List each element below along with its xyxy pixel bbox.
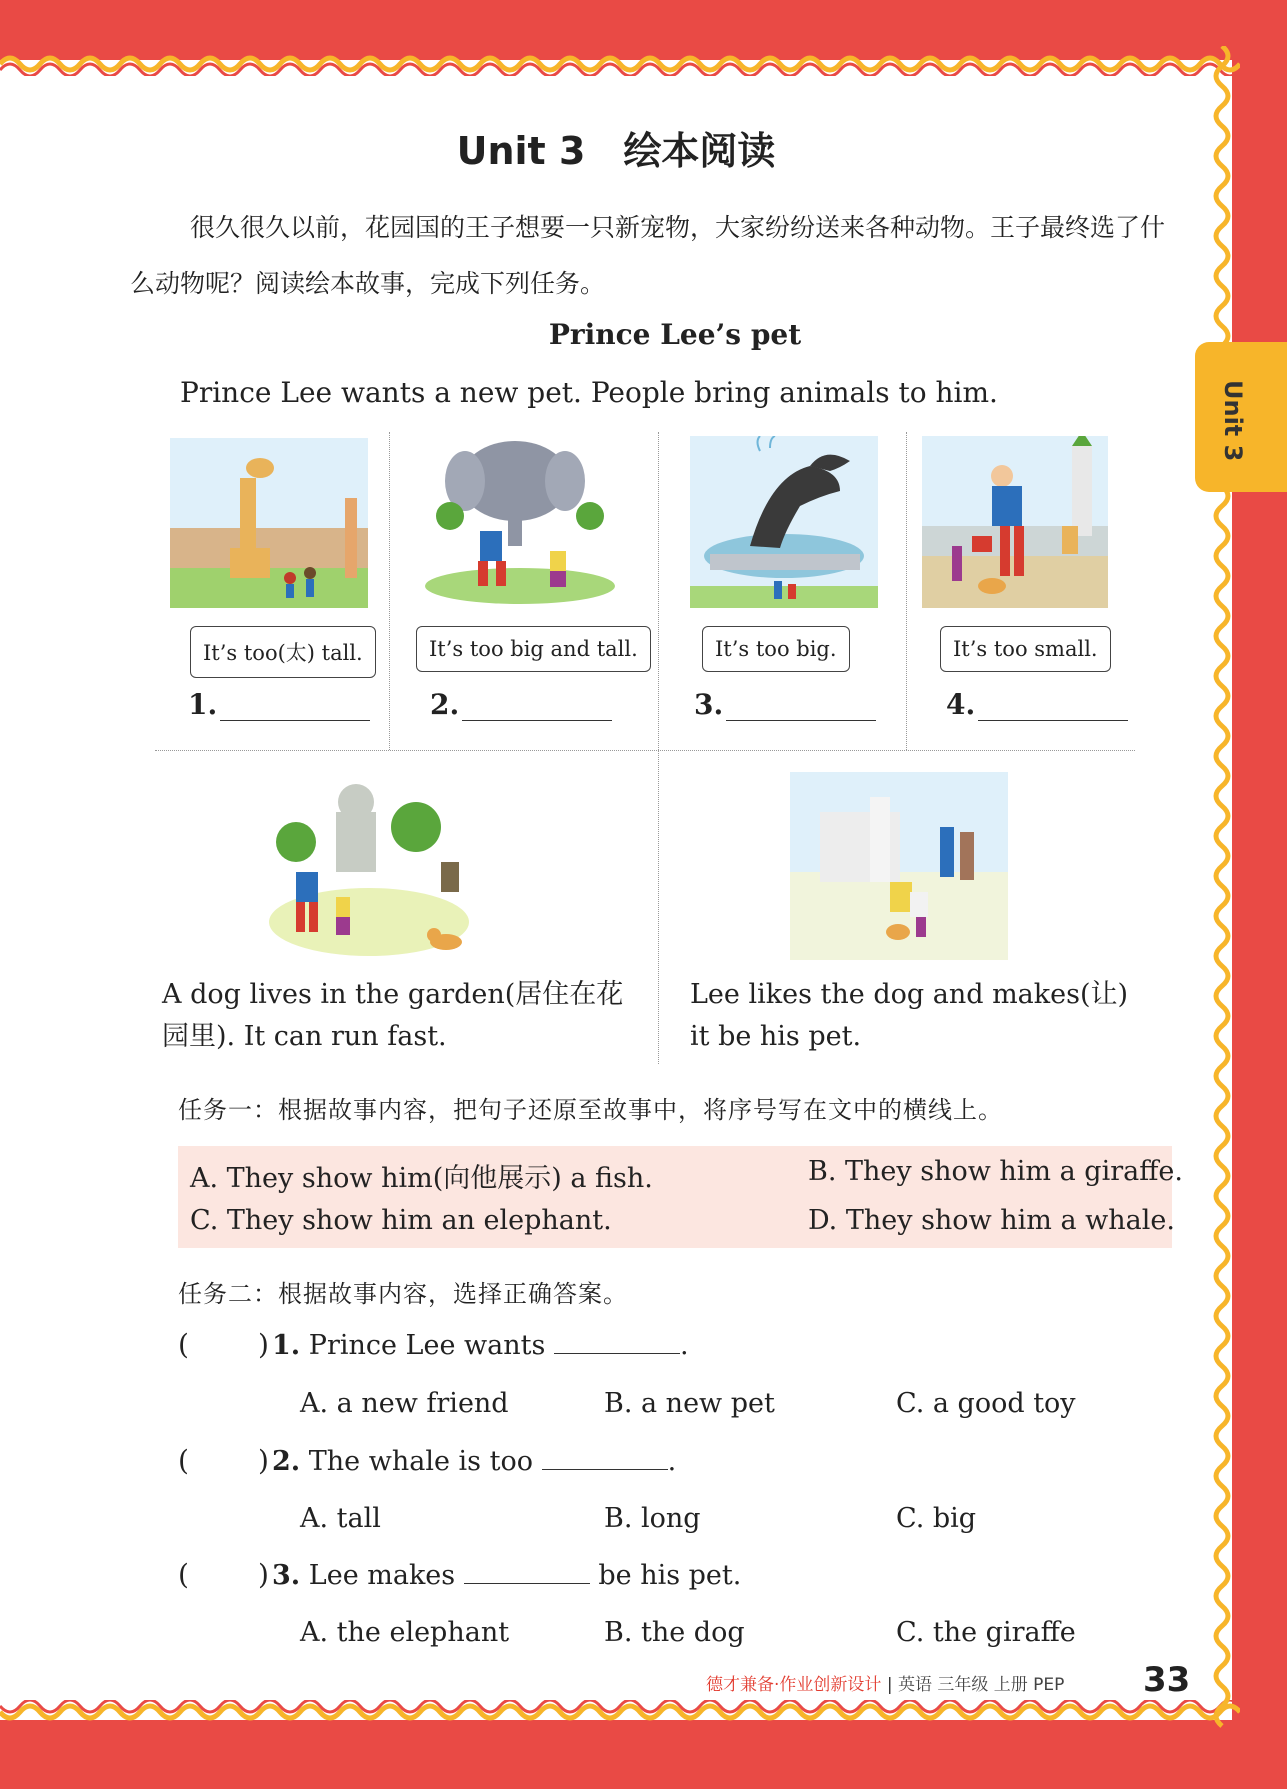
caption-left-line1: A dog lives in the garden(居住在花 bbox=[162, 979, 624, 1010]
wavy-border-right bbox=[1208, 46, 1242, 1734]
blank-number-2: 2. bbox=[430, 688, 460, 721]
answer-blank-1[interactable] bbox=[220, 718, 370, 721]
question-1-number: 1. bbox=[272, 1330, 301, 1361]
answer-paren-1[interactable]: ( bbox=[178, 1328, 189, 1361]
footer-subject: 英语 bbox=[897, 1675, 932, 1695]
answer-paren-close-3: ) bbox=[258, 1558, 269, 1591]
divider-vertical-1 bbox=[389, 432, 390, 750]
blank-number-4: 4. bbox=[946, 688, 976, 721]
caption-right-line2: it be his pet. bbox=[690, 1021, 862, 1052]
question-2-option-b[interactable]: B. long bbox=[604, 1503, 701, 1534]
task1-heading: 任务一：根据故事内容，把句子还原至故事中，将序号写在文中的横线上。 bbox=[178, 1096, 1003, 1124]
speech-bubble-1: It’s too(太) tall. bbox=[190, 626, 376, 678]
footer-brand: 德才兼备·作业创新设计 bbox=[706, 1675, 882, 1695]
giraffe-illustration bbox=[170, 438, 368, 608]
caption-right-line1: Lee likes the dog and makes(让) bbox=[690, 979, 1129, 1010]
story-title: Prince Lee’s pet bbox=[548, 318, 802, 351]
question-1-option-b[interactable]: B. a new pet bbox=[604, 1388, 775, 1419]
answer-blank-2[interactable] bbox=[462, 718, 612, 721]
question-3 bbox=[272, 1560, 741, 1591]
divider-vertical-3 bbox=[906, 432, 907, 750]
divider-horizontal bbox=[155, 750, 1135, 751]
question-1-stem: Prince Lee wants bbox=[308, 1330, 546, 1361]
answer-blank-3[interactable] bbox=[726, 718, 876, 721]
task1-option-c: C. They show him an elephant. bbox=[190, 1205, 612, 1236]
whale-illustration bbox=[690, 436, 878, 608]
small-animal-illustration bbox=[922, 436, 1108, 608]
question-1 bbox=[272, 1330, 689, 1361]
task1-option-b: B. They show him a giraffe. bbox=[808, 1156, 1183, 1187]
page-title: Unit 3 绘本阅读 bbox=[456, 129, 776, 173]
answer-paren-2[interactable]: ( bbox=[178, 1444, 189, 1477]
wavy-border-bottom bbox=[0, 1700, 1240, 1734]
question-2-blank[interactable] bbox=[542, 1447, 668, 1470]
caption-left-line2: 园里). It can run fast. bbox=[162, 1021, 447, 1052]
question-3-option-a[interactable]: A. the elephant bbox=[300, 1617, 510, 1648]
footer-separator: | bbox=[886, 1675, 893, 1695]
task1-option-a: A. They show him(向他展示) a fish. bbox=[190, 1163, 653, 1194]
unit-side-tab bbox=[1195, 342, 1287, 492]
speech-bubble-4: It’s too small. bbox=[940, 626, 1111, 672]
footer-grade: 三年级 bbox=[937, 1675, 989, 1695]
speech-bubble-3: It’s too big. bbox=[702, 626, 850, 672]
answer-blank-4[interactable] bbox=[978, 718, 1128, 721]
castle-dog-illustration bbox=[790, 772, 1008, 960]
question-2-option-a[interactable]: A. tall bbox=[300, 1503, 381, 1534]
question-2-number: 2. bbox=[272, 1446, 301, 1477]
divider-vertical-2 bbox=[658, 432, 659, 1064]
question-1-option-a[interactable]: A. a new friend bbox=[300, 1388, 509, 1419]
page-number: 33 bbox=[1143, 1660, 1191, 1700]
question-3-option-b[interactable]: B. the dog bbox=[604, 1617, 745, 1648]
garden-dog-illustration bbox=[266, 772, 472, 960]
question-3-option-c[interactable]: C. the giraffe bbox=[896, 1617, 1076, 1648]
question-3-blank[interactable] bbox=[464, 1561, 590, 1584]
story-opening: Prince Lee wants a new pet. People bring animals to him. bbox=[180, 376, 998, 409]
question-3-stem-end: be his pet. bbox=[598, 1560, 742, 1591]
question-1-stem-end: . bbox=[679, 1330, 689, 1361]
task1-option-d: D. They show him a whale. bbox=[808, 1205, 1175, 1236]
intro-paragraph: 很久很久以前，花园国的王子想要一只新宠物，大家纷纷送来各种动物。王子最终选了什么动物呢？阅读绘本故事，完成下列任务。 bbox=[130, 213, 1166, 298]
question-1-blank[interactable] bbox=[554, 1331, 680, 1354]
blank-number-1: 1. bbox=[188, 688, 218, 721]
question-3-number: 3. bbox=[272, 1560, 301, 1591]
speech-bubble-2: It’s too big and tall. bbox=[416, 626, 651, 672]
question-3-stem: Lee makes bbox=[308, 1560, 456, 1591]
side-tab-label: Unit 3 bbox=[1219, 380, 1247, 462]
answer-paren-3[interactable]: ( bbox=[178, 1558, 189, 1591]
answer-paren-close-2: ) bbox=[258, 1444, 269, 1477]
footer-term: 上册 bbox=[993, 1675, 1028, 1695]
blank-number-3: 3. bbox=[694, 688, 724, 721]
footer-edition: PEP bbox=[1033, 1675, 1065, 1695]
question-2-stem-end: . bbox=[667, 1446, 677, 1477]
question-2-option-c[interactable]: C. big bbox=[896, 1503, 977, 1534]
footer-info bbox=[706, 1670, 1064, 1695]
question-1-option-c[interactable]: C. a good toy bbox=[896, 1388, 1076, 1419]
wavy-border-top bbox=[0, 46, 1240, 76]
answer-paren-close-1: ) bbox=[258, 1328, 269, 1361]
question-2-stem: The whale is too bbox=[308, 1446, 533, 1477]
elephant-illustration bbox=[420, 436, 616, 608]
question-2 bbox=[272, 1446, 676, 1477]
task2-heading: 任务二：根据故事内容，选择正确答案。 bbox=[178, 1280, 628, 1308]
